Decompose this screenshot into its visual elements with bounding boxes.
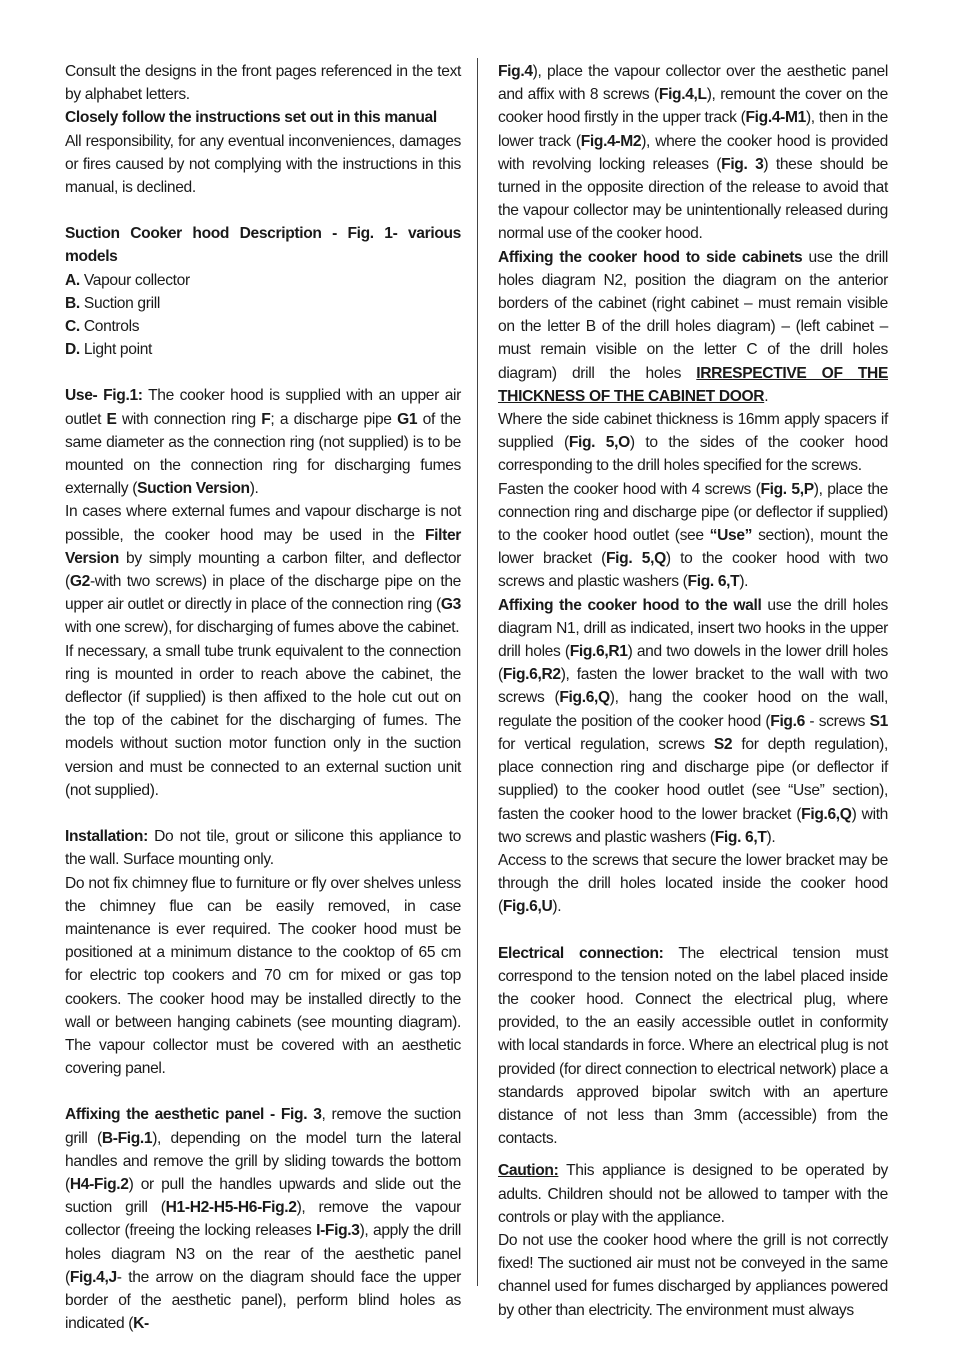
bold-text: Fig.4-M1 [745,109,806,127]
text-run: ; a discharge pipe [270,410,398,428]
text-run: Suction grill [79,294,160,312]
bold-text: “Use” [709,527,753,545]
bold-text: Suction Version [137,480,250,498]
paragraph [65,1103,461,1335]
text-run: , remove the suction grill ( [65,1106,461,1147]
bold-text: G2 [69,573,90,591]
paragraph [65,872,461,1081]
paragraph-spacer [65,1080,461,1103]
text-run: ) and two dowels in the lower drill holes ( [498,643,888,684]
text-run: Controls [79,318,140,336]
text-run: Where the side cabinet thickness is 16mm apply spacers if supplied ( [498,411,888,452]
bold-text: Installation: [65,828,148,846]
bold-text: K- [133,1315,149,1333]
text-run: ) or pull the handles upwards and slide out the suction grill ( [65,1175,461,1217]
bold-text: A. [65,271,80,289]
bold-text: C. [65,318,80,336]
text-run: In cases where external fumes and vapour discharge is not possible, the cooker hood may be used in the [65,503,461,544]
list-item [65,338,461,361]
text-run: ), remove the vapour collector (freeing the locking releases [65,1199,461,1240]
text-run: with connection ring [116,410,262,428]
bold-text: Fig.4,J [69,1268,117,1286]
text-run: ), hang the cooker hood on the wall, regulate the position of the cooker hood ( [498,689,888,730]
text-run: -with two screws) in place of the discharge pipe on the upper air outlet or directly in place of the connection ring ( [65,573,461,614]
bold-text: Fig. 5,Q [605,550,666,568]
text-run: Fasten the cooker hood with 4 screws ( [498,480,761,498]
bold-text: Fig. 6,T [687,573,740,591]
bold-text: Fig.6,Q [801,805,852,823]
text-run: Consult the designs in the front pages referenced in the text by alphabet letters. [65,63,461,104]
text-run: If necessary, a small tube trunk equivalent to the connection ring is mounted in order to reach above the cabinet, the deflector (if supplied) is then affixed to the hole cut out on the top of the cabinet for the discharging of fumes. The models without suction motor function only in the suction version and must be connected to an external suction unit (not supplied). [65,642,461,799]
paragraph [65,106,461,129]
bold-text: Use- Fig.1: [65,387,143,405]
text-run: for vertical regulation, screws [498,735,714,753]
list-item [65,269,461,292]
paragraph-spacer [65,199,461,222]
column-divider [477,58,478,1286]
bold-text: Fig. 5,P [760,480,814,498]
text-run: ) to the sides of the cooker hood corresponding to the drill holes specified for the screws. [498,434,888,475]
text-run: ), depending on the model turn the lateral handles and remove the grill by sliding towards the bottom ( [65,1129,461,1193]
paragraph [498,60,888,246]
text-run: Do not fix chimney flue to furniture or fly over shelves unless the chimney flue can be easily removed, in case maintenance is ever required. The cooker hood must be positioned at a minimum distance to the cooktop of 65 cm for electric top cookers and 70 cm for mixed or gas top cookers. The cooker hood may be installed directly to the wall or between hanging cabinets (see mounting diagram). The vapour collector must be covered with an aesthetic covering panel. [65,874,461,1078]
text-run: Access to the screws that secure the lower bracket may be through the drill holes located inside the cooker hood ( [498,851,888,916]
text-run: The electrical tension must correspond to the tension noted on the label placed inside the cooker hood. Connect the electrical plug, where provided, to the an easily accessible outlet in conformity with local standards in force. Where an electrical plug is not provided (for direct connection to electrical network) place a standards approved bipolar switch with an aperture distance of not less than 3mm (accessible) from the contacts. [498,944,889,1148]
paragraph [498,478,888,594]
right-column [498,60,888,1322]
bold-text: F [261,410,271,428]
bold-text: Fig. 6,T [714,828,767,846]
bold-text: Electrical connection: [498,944,664,962]
text-run: ), fasten the lower bracket to the wall with two screws ( [498,666,888,707]
paragraph [498,594,888,849]
bold-text: Fig.4,L [658,86,707,104]
paragraph [65,640,461,802]
text-run: by simply mounting a carbon filter, and deflector ( [65,549,461,591]
text-run: use the drill holes diagram N1, drill as indicated, insert two hooks in the upper drill holes ( [498,596,888,661]
text-run: The cooker hood is supplied with an upper air outlet [65,387,461,428]
bold-text: G3 [440,596,461,614]
text-run: ). [552,898,562,916]
text-run: ) to the cooker hood with two screws and plastic washers ( [498,550,888,591]
paragraph [498,1229,888,1322]
bold-text: B. [65,294,80,312]
bold-text: G1 [397,410,418,428]
list-item [65,315,461,338]
bold-text: IRRESPECTIVE OF THE THICKNESS OF THE CABINET DOOR [498,364,888,405]
paragraph-spacer [65,802,461,825]
bold-text: Fig.6,U [502,898,553,916]
text-run: use the drill holes diagram N2, position the diagram on the anterior borders of the cabinet (right cabinet – must remain visible on the letter B of the drill holes diagram) – (left cabinet – must remain visible on the letter C of the drill holes diagram) drill the holes [498,248,888,382]
paragraph-spacer [498,1150,888,1159]
paragraph [65,60,461,106]
bold-text: Fig.4 [498,63,533,80]
text-run: This appliance is designed to be operated by adults. Children should not be allowed to tamper with the controls or play with the appliance. [498,1162,888,1226]
bold-text: B-Fig.1 [101,1129,153,1147]
text-run: - screws [804,712,870,730]
bold-text: I-Fig.3 [316,1222,360,1240]
text-run: All responsibility, for any eventual inconveniences, damages or fires caused by not complying with the instructions in this manual, is declined. [65,132,461,197]
text-run: ), where the cooker hood is provided with revolving locking releases ( [498,132,888,173]
bold-text: Fig.6,R2 [502,666,561,684]
paragraph [498,246,888,408]
bold-text: Fig.4-M2 [580,132,642,150]
text-run: ). [766,828,776,846]
text-run: ). [739,573,749,591]
bold-text: Filter Version [65,526,461,567]
text-run: with one screw), for discharging of fumes above the cabinet. [65,619,460,637]
bold-text: S2 [713,735,733,753]
left-column [65,60,461,1335]
bold-text: Affixing the cooker hood to side cabinets [498,248,803,266]
bold-text: Fig.6,R1 [569,643,628,661]
text-run: Vapour collector [79,271,190,289]
bold-text: Fig.6 [770,712,805,730]
bold-text: Closely follow the instructions set out in this manual [65,109,437,127]
text-run: - the arrow on the diagram should face the upper border of the aesthetic panel), perform blind holes as indicated ( [65,1268,461,1333]
bold-text: H4-Fig.2 [69,1175,129,1193]
paragraph [65,222,461,268]
text-run: ), apply the drill holes diagram N3 on the rear of the aesthetic panel ( [65,1222,461,1286]
text-run: ) with two screws and plastic washers ( [498,805,889,846]
text-run: of the same diameter as the connection ring (not supplied) is to be mounted on the connection ring for discharging fumes externally ( [65,410,462,498]
bold-text: Suction Cooker hood Description - Fig. 1- various models [65,225,461,266]
text-run: section), mount the lower bracket ( [498,527,889,568]
text-run: Do not tile, grout or silicone this appliance to the wall. Surface mounting only. [65,828,461,869]
text-run: ). [249,480,259,498]
bold-text: E [106,410,117,428]
text-run: . [764,387,769,405]
bold-text: D. [65,341,80,359]
text-run: ), place the vapour collector over the aesthetic panel and affix with 8 screws ( [498,63,888,104]
paragraph [65,825,461,871]
paragraph [498,942,888,1151]
text-run: ), remount the cover on the cooker hood firstly in the upper track ( [498,86,888,127]
list-item [65,292,461,315]
paragraph-spacer [498,919,888,942]
bold-text: Fig. 5,O [568,434,630,452]
bold-text: Caution: [498,1162,559,1180]
text-run: Do not use the cooker hood where the grill is not correctly fixed! The suctioned air must not be conveyed in the same channel used for fumes discharged by appliances powered by other than electricity. The environment must always [498,1231,888,1319]
text-run: ), place the connection ring and discharge pipe (or deflector if supplied) to the cooker hood outlet (see [498,480,888,545]
bold-text: Affixing the cooker hood to the wall [498,596,762,614]
text-run: Light point [79,341,152,359]
bold-text: Fig. 3 [721,155,764,173]
paragraph [65,500,461,639]
bold-text: Affixing the aesthetic panel - Fig. 3 [65,1106,322,1124]
paragraph [498,849,888,919]
bold-text: Fig.6,Q [559,689,610,707]
paragraph-spacer [65,361,461,384]
paragraph [498,1159,888,1229]
paragraph [498,408,888,478]
bold-text: H1-H2-H5-H6-Fig.2 [165,1199,297,1217]
paragraph [65,130,461,200]
bold-text: S1 [869,712,888,730]
text-run: ) these should be turned in the opposite direction of the release to avoid that the vapour collector may be unintentionally released during normal use of the cooker hood. [498,155,888,243]
text-run: ), then in the lower track ( [498,109,888,150]
paragraph [65,384,461,500]
text-run: for depth regulation), place connection ring and discharge pipe (or deflector if supplied) to the cooker hood outlet (see “Use” section), fasten the cooker hood to the lower bracket ( [498,735,889,823]
